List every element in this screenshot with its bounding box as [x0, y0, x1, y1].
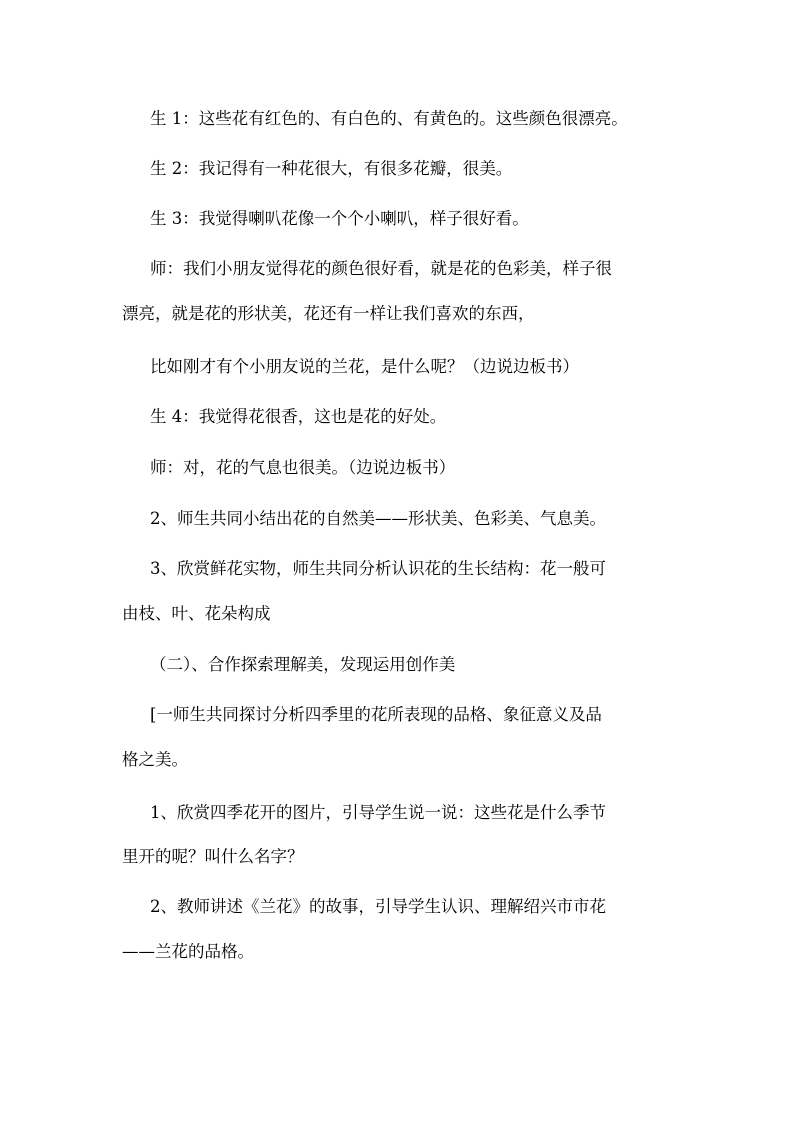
paragraph-line: 比如刚才有个小朋友说的兰花，是什么呢？（边说边板书） — [150, 357, 579, 376]
paragraph-line: 格之美。 — [122, 750, 188, 769]
paragraph-line: 生 2：我记得有一种花很大，有很多花瓣，很美。 — [150, 159, 513, 178]
paragraph-line: 2、教师讲述《兰花》的故事，引导学生认识、理解绍兴市市花 — [150, 897, 606, 916]
paragraph-line: 1、欣赏四季花开的图片，引导学生说一说：这些花是什么季节 — [150, 803, 606, 822]
section-heading: （二）、合作探索理解美，发现运用创作美 — [150, 655, 456, 674]
paragraph-line: 生 3：我觉得喇叭花像一个个小喇叭，样子很好看。 — [150, 209, 529, 228]
paragraph-line: 3、欣赏鲜花实物，师生共同分析认识花的生长结构：花一般可 — [150, 559, 606, 578]
paragraph-line: 漂亮，就是花的形状美，花还有一样让我们喜欢的东西， — [122, 304, 535, 323]
paragraph-line: 师：对，花的气息也很美。（边说边板书） — [150, 458, 456, 477]
paragraph-line: 里开的呢？叫什么名字？ — [122, 847, 304, 866]
paragraph-line: 师：我们小朋友觉得花的颜色很好看，就是花的色彩美，样子很 — [150, 259, 612, 278]
paragraph-line: 生 4：我觉得花很香，这也是花的好处。 — [150, 407, 447, 426]
paragraph-line: 生 1：这些花有红色的、有白色的、有黄色的。这些颜色很漂亮。 — [150, 109, 628, 128]
paragraph-line: 2、师生共同小结出花的自然美——形状美、色彩美、气息美。 — [150, 509, 606, 528]
paragraph-line: ——兰花的品格。 — [122, 942, 254, 961]
paragraph-line: 由枝、叶、花朵构成 — [122, 604, 271, 623]
paragraph-line: [一师生共同探讨分析四季里的花所表现的品格、象征意义及品 — [150, 705, 602, 724]
